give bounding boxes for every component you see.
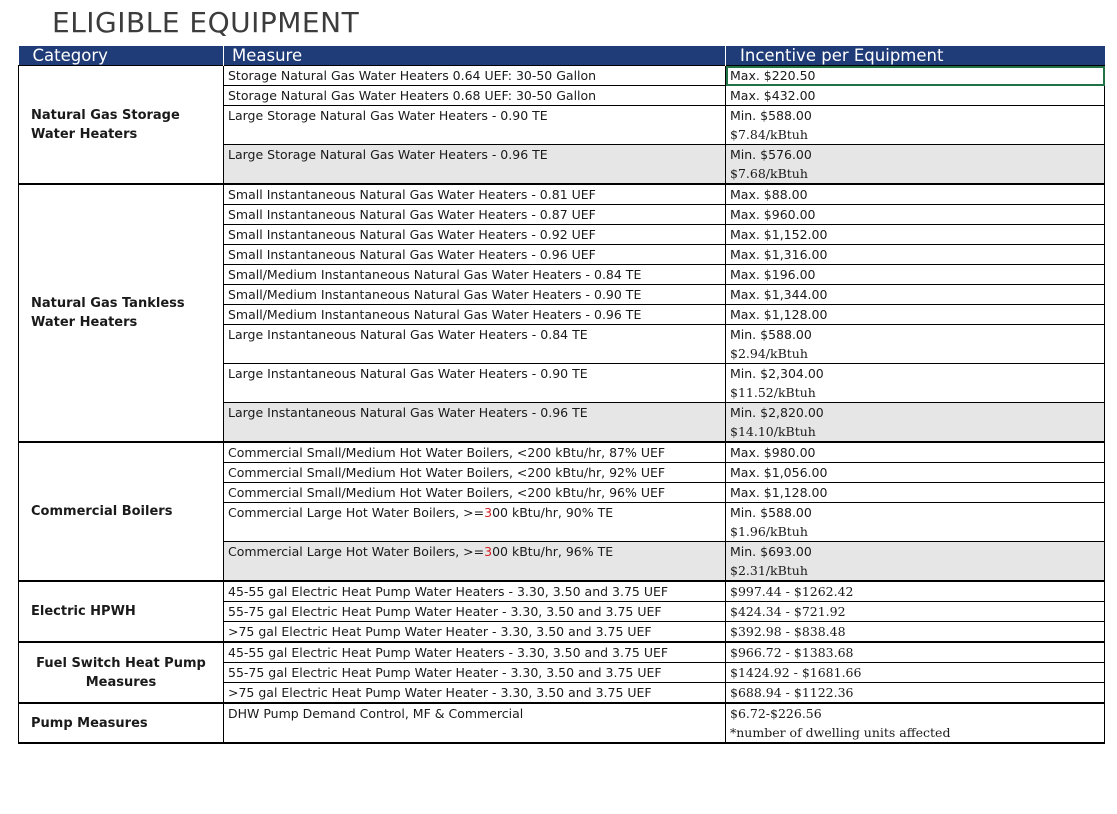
measure-cell[interactable]: DHW Pump Demand Control, MF & Commercial bbox=[224, 703, 726, 743]
incentive-line: $1424.92 - $1681.66 bbox=[730, 665, 862, 680]
measure-cell[interactable]: Large Instantaneous Natural Gas Water Heaters - 0.90 TE bbox=[224, 364, 726, 403]
header-incentive[interactable]: Incentive per Equipment bbox=[726, 46, 1105, 66]
table-row bbox=[19, 642, 1105, 663]
incentive-line: $11.52/kBtuh bbox=[730, 385, 816, 400]
incentive-cell[interactable] bbox=[726, 442, 1105, 463]
measure-cell[interactable]: 55-75 gal Electric Heat Pump Water Heater - 3.30, 3.50 and 3.75 UEF bbox=[224, 663, 726, 683]
incentive-line: Min. $2,304.00 bbox=[730, 366, 824, 381]
incentive-cell[interactable] bbox=[726, 602, 1105, 622]
table-row bbox=[19, 184, 1105, 205]
measure-text: Commercial Large Hot Water Boilers, >= bbox=[228, 544, 485, 559]
incentive-line: $1.96/kBtuh bbox=[730, 524, 808, 539]
incentive-cell[interactable] bbox=[726, 642, 1105, 663]
incentive-line: Min. $588.00 bbox=[730, 108, 812, 123]
measure-cell[interactable]: Small/Medium Instantaneous Natural Gas Water Heaters - 0.84 TE bbox=[224, 265, 726, 285]
measure-cell[interactable] bbox=[224, 542, 726, 582]
incentive-cell[interactable] bbox=[726, 663, 1105, 683]
incentive-line: Min. $576.00 bbox=[730, 147, 812, 162]
incentive-cell[interactable] bbox=[726, 86, 1105, 106]
incentive-line: $688.94 - $1122.36 bbox=[730, 685, 854, 700]
incentive-line: $14.10/kBtuh bbox=[730, 424, 816, 439]
category-cell[interactable]: Natural Gas Storage Water Heaters bbox=[19, 66, 224, 185]
measure-cell[interactable]: Commercial Small/Medium Hot Water Boilers, <200 kBtu/hr, 96% UEF bbox=[224, 483, 726, 503]
incentive-line: Max. $1,344.00 bbox=[730, 287, 828, 302]
measure-cell[interactable]: Small/Medium Instantaneous Natural Gas Water Heaters - 0.90 TE bbox=[224, 285, 726, 305]
measure-cell[interactable]: Commercial Small/Medium Hot Water Boilers, <200 kBtu/hr, 92% UEF bbox=[224, 463, 726, 483]
incentive-line: $424.34 - $721.92 bbox=[730, 604, 846, 619]
measure-text: 00 kBtu/hr, 90% TE bbox=[492, 505, 614, 520]
measure-cell[interactable]: 45-55 gal Electric Heat Pump Water Heaters - 3.30, 3.50 and 3.75 UEF bbox=[224, 581, 726, 602]
incentive-cell[interactable] bbox=[726, 265, 1105, 285]
incentive-cell[interactable] bbox=[726, 325, 1105, 364]
measure-highlight: 3 bbox=[484, 505, 493, 520]
incentive-cell[interactable] bbox=[726, 225, 1105, 245]
measure-cell[interactable]: 45-55 gal Electric Heat Pump Water Heaters - 3.30, 3.50 and 3.75 UEF bbox=[224, 642, 726, 663]
incentive-line: $966.72 - $1383.68 bbox=[730, 645, 854, 660]
category-cell[interactable]: Fuel Switch Heat Pump Measures bbox=[19, 642, 224, 703]
incentive-cell[interactable] bbox=[726, 205, 1105, 225]
measure-cell[interactable]: Large Instantaneous Natural Gas Water Heaters - 0.84 TE bbox=[224, 325, 726, 364]
category-cell[interactable]: Pump Measures bbox=[19, 703, 224, 743]
incentive-line: Max. $980.00 bbox=[730, 445, 816, 460]
measure-highlight: 3 bbox=[484, 544, 493, 559]
incentive-line: Max. $220.50 bbox=[730, 68, 816, 83]
measure-cell[interactable]: Small Instantaneous Natural Gas Water Heaters - 0.96 UEF bbox=[224, 245, 726, 265]
incentive-line: Min. $2,820.00 bbox=[730, 405, 824, 420]
incentive-line: Min. $588.00 bbox=[730, 505, 812, 520]
header-row bbox=[19, 46, 1105, 66]
incentive-line: Max. $88.00 bbox=[730, 187, 808, 202]
measure-cell[interactable]: Small Instantaneous Natural Gas Water Heaters - 0.87 UEF bbox=[224, 205, 726, 225]
incentive-line: Max. $1,128.00 bbox=[730, 307, 828, 322]
measure-cell[interactable]: Storage Natural Gas Water Heaters 0.68 UEF: 30-50 Gallon bbox=[224, 86, 726, 106]
incentive-line: $7.84/kBtuh bbox=[730, 127, 808, 142]
category-cell[interactable]: Electric HPWH bbox=[19, 581, 224, 642]
incentive-cell[interactable] bbox=[726, 622, 1105, 643]
measure-cell[interactable]: Commercial Small/Medium Hot Water Boilers, <200 kBtu/hr, 87% UEF bbox=[224, 442, 726, 463]
incentive-cell[interactable] bbox=[726, 145, 1105, 185]
incentive-cell[interactable] bbox=[726, 364, 1105, 403]
incentive-line: Min. $588.00 bbox=[730, 327, 812, 342]
measure-cell[interactable]: Large Storage Natural Gas Water Heaters - 0.96 TE bbox=[224, 145, 726, 185]
incentive-line: $997.44 - $1262.42 bbox=[730, 584, 854, 599]
measure-cell[interactable]: 55-75 gal Electric Heat Pump Water Heater - 3.30, 3.50 and 3.75 UEF bbox=[224, 602, 726, 622]
incentive-cell[interactable] bbox=[726, 683, 1105, 704]
incentive-cell[interactable] bbox=[726, 106, 1105, 145]
incentive-cell[interactable] bbox=[726, 463, 1105, 483]
incentive-line: $2.31/kBtuh bbox=[730, 563, 808, 578]
incentive-line: Max. $1,316.00 bbox=[730, 247, 828, 262]
incentive-line: $392.98 - $838.48 bbox=[730, 624, 846, 639]
incentive-cell[interactable] bbox=[726, 245, 1105, 265]
category-cell[interactable]: Commercial Boilers bbox=[19, 442, 224, 581]
measure-text: Commercial Large Hot Water Boilers, >= bbox=[228, 505, 485, 520]
measure-cell[interactable]: >75 gal Electric Heat Pump Water Heater - 3.30, 3.50 and 3.75 UEF bbox=[224, 683, 726, 704]
incentive-cell[interactable] bbox=[726, 305, 1105, 325]
table-body bbox=[19, 66, 1105, 744]
eligible-equipment-table bbox=[18, 46, 1105, 744]
incentive-line: $2.94/kBtuh bbox=[730, 346, 808, 361]
incentive-line: Max. $432.00 bbox=[730, 88, 816, 103]
measure-text: 00 kBtu/hr, 96% TE bbox=[492, 544, 614, 559]
incentive-cell[interactable] bbox=[726, 581, 1105, 602]
measure-cell[interactable]: >75 gal Electric Heat Pump Water Heater - 3.30, 3.50 and 3.75 UEF bbox=[224, 622, 726, 643]
measure-cell[interactable]: Large Instantaneous Natural Gas Water Heaters - 0.96 TE bbox=[224, 403, 726, 443]
measure-cell[interactable] bbox=[224, 503, 726, 542]
incentive-cell[interactable] bbox=[726, 285, 1105, 305]
incentive-line: Max. $1,056.00 bbox=[730, 465, 828, 480]
incentive-line: Max. $960.00 bbox=[730, 207, 816, 222]
table-row bbox=[19, 581, 1105, 602]
incentive-line: Max. $1,152.00 bbox=[730, 227, 828, 242]
incentive-cell[interactable] bbox=[726, 483, 1105, 503]
incentive-cell[interactable] bbox=[726, 703, 1105, 743]
header-measure[interactable]: Measure bbox=[224, 46, 726, 66]
incentive-cell[interactable] bbox=[726, 403, 1105, 443]
measure-cell[interactable]: Small/Medium Instantaneous Natural Gas Water Heaters - 0.96 TE bbox=[224, 305, 726, 325]
incentive-line: *number of dwelling units affected bbox=[730, 725, 951, 740]
category-cell[interactable]: Natural Gas Tankless Water Heaters bbox=[19, 184, 224, 442]
measure-cell[interactable]: Large Storage Natural Gas Water Heaters - 0.90 TE bbox=[224, 106, 726, 145]
table-row bbox=[19, 442, 1105, 463]
page-title: ELIGIBLE EQUIPMENT bbox=[52, 6, 360, 39]
incentive-line: Max. $1,128.00 bbox=[730, 485, 828, 500]
table-row bbox=[19, 66, 1105, 86]
incentive-line: Min. $693.00 bbox=[730, 544, 812, 559]
table-row bbox=[19, 703, 1105, 743]
incentive-line: $6.72-$226.56 bbox=[730, 706, 822, 721]
incentive-cell[interactable] bbox=[726, 542, 1105, 582]
measure-cell[interactable]: Storage Natural Gas Water Heaters 0.64 UEF: 30-50 Gallon bbox=[224, 66, 726, 86]
header-category[interactable]: Category bbox=[19, 46, 224, 66]
incentive-line: Max. $196.00 bbox=[730, 267, 816, 282]
incentive-line: $7.68/kBtuh bbox=[730, 166, 808, 181]
incentive-cell[interactable] bbox=[726, 184, 1105, 205]
incentive-cell[interactable] bbox=[726, 66, 1105, 86]
measure-cell[interactable]: Small Instantaneous Natural Gas Water Heaters - 0.81 UEF bbox=[224, 184, 726, 205]
measure-cell[interactable]: Small Instantaneous Natural Gas Water Heaters - 0.92 UEF bbox=[224, 225, 726, 245]
incentive-cell[interactable] bbox=[726, 503, 1105, 542]
